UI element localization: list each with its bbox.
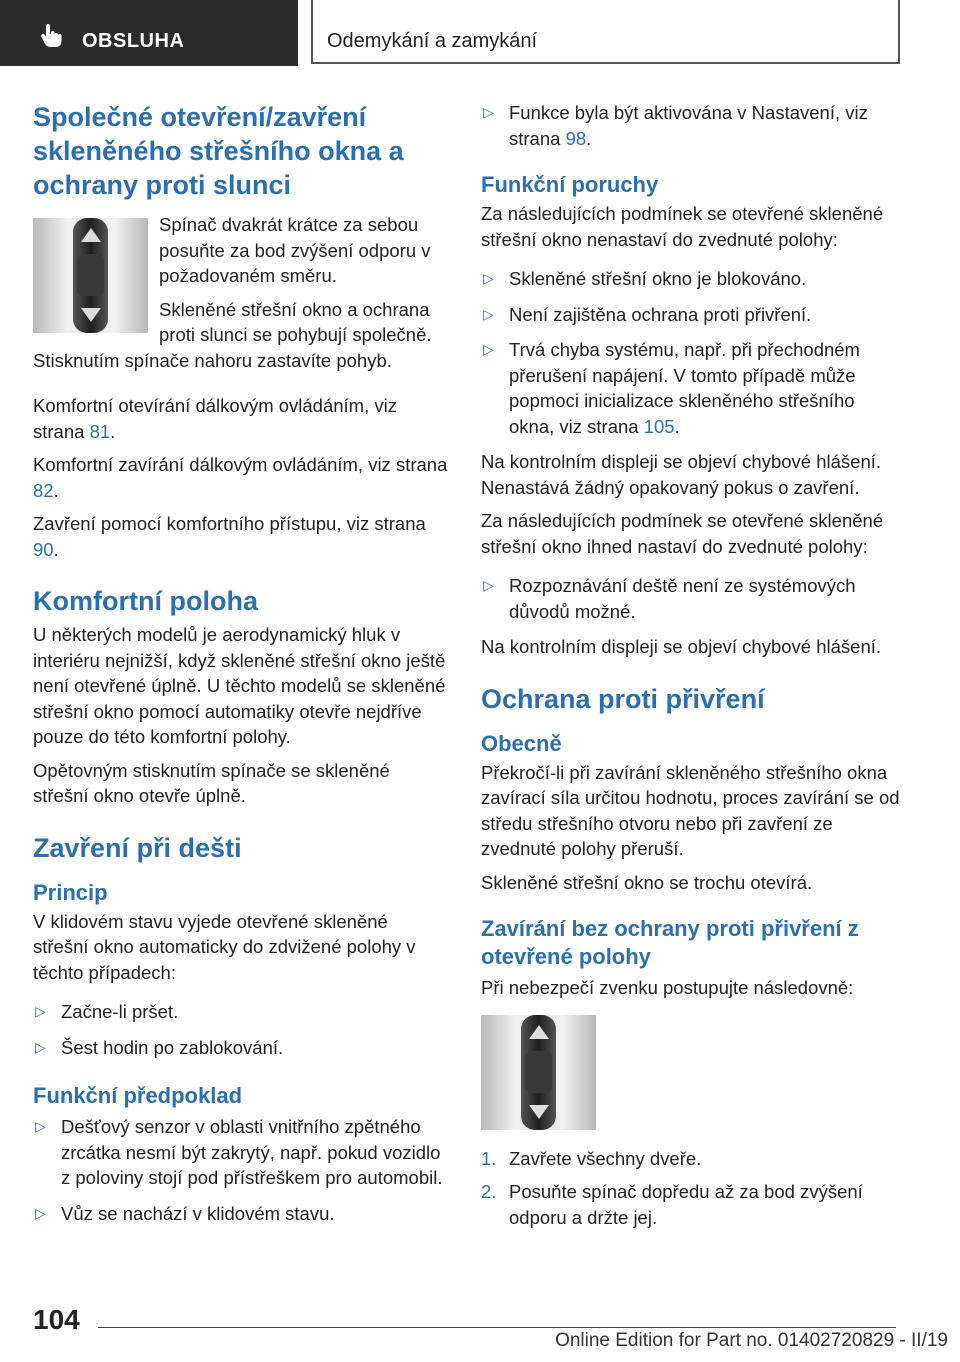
switch-figure-block: [33, 212, 448, 348]
list-item: ▷ Trvá chyba systému, např. při přechodném přerušení napájení. V tomto případě může popmoci inicializace skleněného střešního okna, viz strana 105.: [483, 339, 860, 437]
tab-obsluha[interactable]: [0, 0, 298, 66]
list-princip: [33, 999, 448, 1060]
heading-ochrana: Ochrana proti přivření: [481, 683, 765, 714]
roof-switch-image-2: [481, 1015, 596, 1130]
heading-spolecne: Společné otevření/zavření skleněného střešního okna a ochrany proti slunci: [33, 102, 404, 200]
list-item: 1. Zavřete všechny dveře.: [481, 1147, 702, 1169]
page-footer: [0, 1300, 960, 1362]
para-nebezpeci: Při nebezpečí zvenku postupujte následovně:: [481, 977, 854, 998]
para-zavreni-pomoci: Zavření pomocí komfortního přístupu, viz strana 90.: [33, 513, 426, 560]
tab-section-title[interactable]: [311, 0, 900, 64]
list-item: ▷ Dešťový senzor v oblasti vnitřního zpětného zrcátka nesmí být zakrytý, např. pokud vozidlo z poloviny stojí pod přístřeškem pro automobil.: [35, 1116, 443, 1188]
para-prekroci: Překročí-li při zavírání skleněného střešního okna zavírací síla určitou hodnotu, proces zavírání se od středu střešního otvoru nebo při zavření ze zvednuté polohy přeruší.: [481, 761, 900, 859]
header-bar: [0, 0, 960, 66]
heading-obecne: Obecně: [481, 730, 562, 756]
roof-switch-image: [33, 218, 148, 333]
list-item: ▷ Funkce byla být aktivována v Nastavení, viz strana 98.: [483, 102, 868, 149]
list-item: ▷ Začne-li pršet.: [35, 1001, 179, 1022]
edition-note: Online Edition for Part no. 01402720829 - II/19: [555, 1330, 948, 1351]
list-item: ▷ Šest hodin po zablokování.: [35, 1036, 284, 1058]
page-number: 104: [33, 1304, 80, 1335]
left-column: [33, 100, 448, 1236]
steps-list: [481, 1146, 901, 1231]
para-komf-otevirani: Komfortní otevírání dálkovým ovládáním, viz strana 81.: [33, 395, 397, 442]
section-title: Odemykání a zamykání: [327, 30, 538, 52]
list-item: ▷ Není zajištěna ochrana proti přivření.: [483, 303, 812, 325]
list-item: ▷ Vůz se nachází v klidovém stavu.: [35, 1202, 335, 1224]
footer-divider: [98, 1327, 896, 1328]
heading-zavreni-desti: Zavření při dešti: [33, 832, 242, 863]
right-column: [481, 100, 901, 1238]
list-item: ▷ Rozpoznávání deště není ze systémových důvodů možné.: [483, 575, 856, 622]
para-nasledujicich-2: Za následujících podmínek se otevřené skleněné střešní okno ihned nastaví do zvednuté polohy:: [481, 510, 884, 557]
page-link-81[interactable]: 81: [89, 420, 111, 442]
para-trochu: Skleněné střešní okno se trochu otevírá.: [481, 871, 813, 893]
heading-predpoklad: Funkční předpoklad: [33, 1083, 243, 1108]
para-nasledujicich-1: Za následujících podmínek se otevřené skleněné střešní okno nenastaví do zvednuté polohy:: [481, 203, 884, 250]
list-item: ▷ Skleněné střešní okno je blokováno.: [483, 268, 807, 289]
para-kontrolni-1: Na kontrolním displeji se objeví chybové hlášení. Nenastává žádný opakovaný pokus o zavření.: [481, 451, 882, 498]
heading-komfortni-poloha: Komfortní poloha: [33, 586, 258, 616]
para-sklenene: Skleněné střešní okno a ochrana proti slunci se pohybují společně.: [159, 298, 432, 345]
para-komf-zavirani: Komfortní zavírání dálkovým ovládáním, viz strana 82.: [33, 454, 448, 501]
hand-pointer-icon: [40, 24, 62, 48]
page-link-98[interactable]: 98: [565, 127, 587, 149]
heading-zavirani-bez: Zavírání bez ochrany proti přivření z otevřené polohy: [481, 916, 859, 969]
list-funkce: [481, 100, 901, 151]
para-kontrolni-2: Na kontrolním displeji se objeví chybové hlášení.: [481, 636, 882, 657]
para-klidovem: V klidovém stavu vyjede otevřené skleněné střešní okno automaticky do zdvižené polohy v těchto případech:: [33, 910, 416, 983]
para-stisknutim: Stisknutím spínače nahoru zastavíte pohyb.: [33, 349, 392, 371]
page-link-82[interactable]: 82: [33, 479, 54, 501]
page-link-105[interactable]: 105: [643, 415, 675, 437]
heading-poruchy: Funkční poruchy: [481, 172, 659, 197]
page-link-90[interactable]: 90: [33, 538, 54, 560]
list-rozpoznavani: [481, 573, 901, 624]
tab-obsluha-label: OBSLUHA: [82, 30, 185, 52]
heading-princip: Princip: [33, 879, 108, 905]
para-spinac: Spínač dvakrát krátce za sebou posuňte za bod zvýšení odporu v požadovaném směru.: [159, 214, 431, 286]
list-predpoklad: [33, 1114, 448, 1226]
para-nekterych: U některých modelů je aerodynamický hluk v interiéru nejnižší, když skleněné střešní okno ještě není otevřené úplně. U těchto modelů se skleněné střešní okno pomocí automatiky otevře nejdříve pouze do této komfortní polohy.: [33, 624, 446, 747]
para-opetovnym: Opětovným stisknutím spínače se skleněné střešní okno otevře úplně.: [33, 759, 390, 806]
list-item: 2. Posuňte spínač dopředu až za bod zvýšení odporu a držte jej.: [481, 1181, 863, 1228]
list-poruchy: [481, 266, 901, 439]
